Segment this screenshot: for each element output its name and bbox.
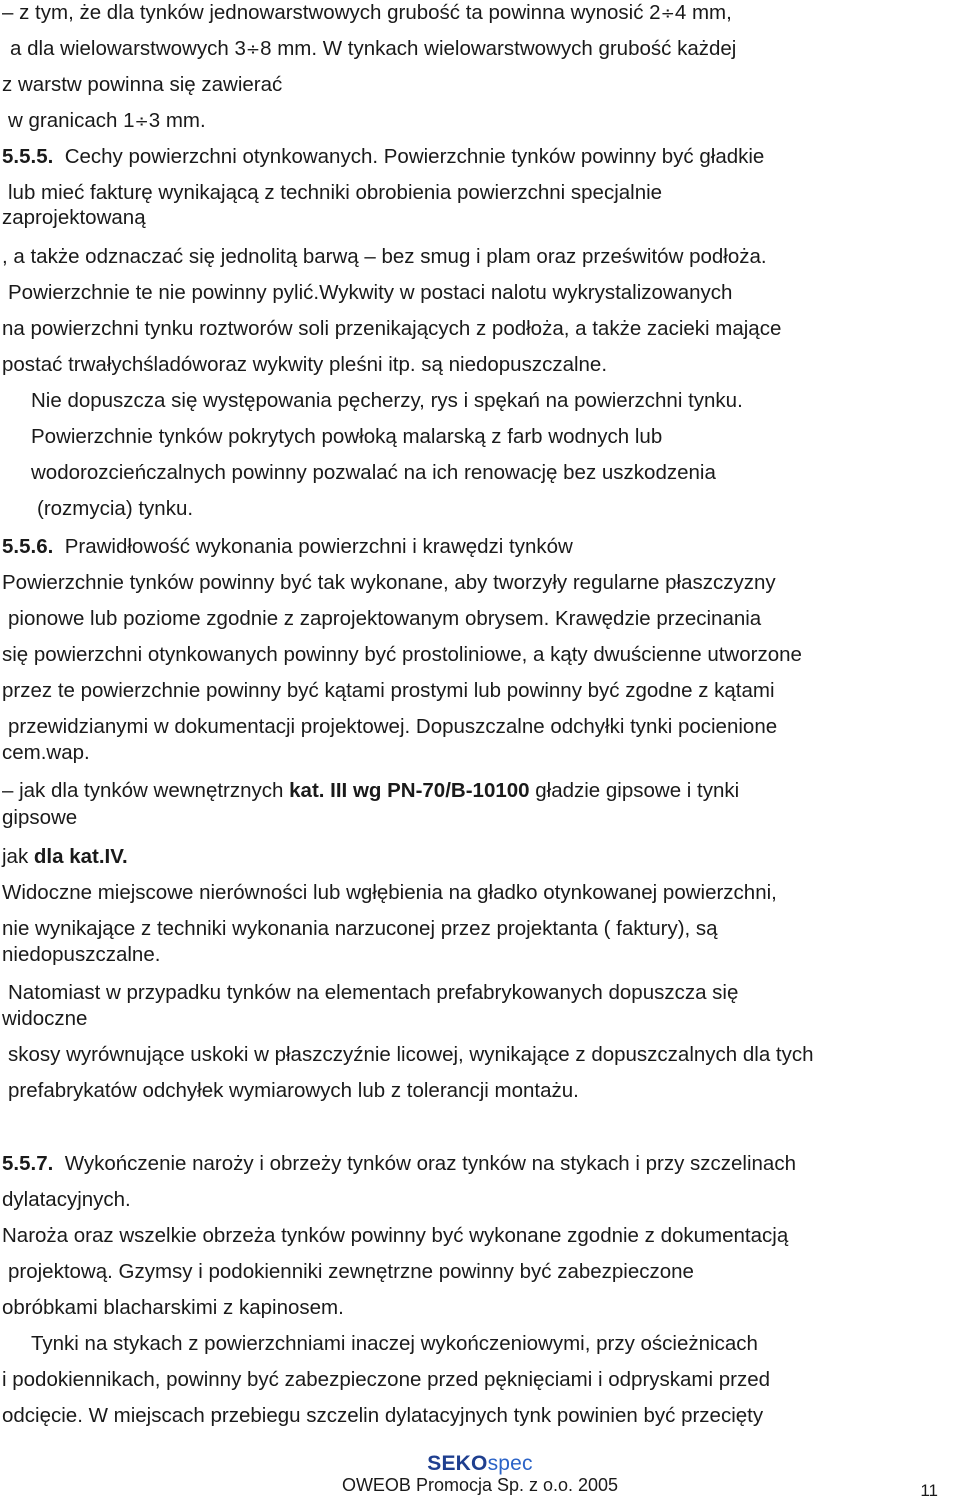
text-line: Natomiast w przypadku tynków na elementach prefabrykowanych dopuszcza się (8, 981, 739, 1004)
text-line: – jak dla tynków wewnętrznych kat. III wg PN-70/B-10100 gładzie gipsowe i tynki (2, 779, 740, 802)
text-line: postać trwałychśladóworaz wykwity pleśni itp. są niedopuszczalne. (2, 353, 608, 376)
standard-reference: kat. III wg PN-70/B-10100 (289, 779, 530, 802)
text-line: lub mieć fakturę wynikającą z techniki obrobienia powierzchni specjalnie (8, 181, 663, 204)
text-line: zaprojektowaną (2, 206, 146, 229)
text-line: projektową. Gzymsy i podokienniki zewnętrzne powinny być zabezpieczone (8, 1260, 694, 1283)
text-line: przewidzianymi w dokumentacji projektowej. Dopuszczalne odchyłki tynki pocienione (8, 715, 778, 738)
text-line: dylatacyjnych. (2, 1188, 131, 1211)
text-line: , a także odznaczać się jednolitą barwą – bez smug i plam oraz prześwitów podłoża. (2, 245, 767, 268)
section-heading: 5.5.7. Wykończenie naroży i obrzeży tynków oraz tynków na stykach i przy szczelinach (2, 1152, 796, 1175)
text-line: Powierzchnie tynków powinny być tak wykonane, aby tworzyły regularne płaszczyzny (2, 571, 776, 594)
page-number: 11 (920, 1481, 938, 1500)
text-line: Tynki na stykach z powierzchniami inaczej wykończeniowymi, przy ościeżnicach (31, 1332, 758, 1355)
text-line: Widoczne miejscowe nierówności lub wgłębienia na gładko otynkowanej powierzchni, (2, 881, 777, 904)
text-line: skosy wyrównujące uskoki w płaszczyźnie licowej, wynikające z dopuszczalnych dla tych (8, 1043, 814, 1066)
section-heading: 5.5.6. Prawidłowość wykonania powierzchni i krawędzi tynków (2, 535, 573, 558)
section-number: 5.5.5. (2, 145, 54, 168)
text-line: Powierzchnie te nie powinny pylić.Wykwity w postaci nalotu wykrystalizowanych (8, 281, 733, 304)
text-line: obróbkami blacharskimi z kapinosem. (2, 1296, 344, 1319)
text-line: na powierzchni tynku roztworów soli przenikających z podłoża, a także zacieki mające (2, 317, 782, 340)
footer-company: OWEOB Promocja Sp. z o.o. 2005 (341, 1475, 619, 1495)
section-number: 5.5.7. (2, 1152, 54, 1175)
text-line: widoczne (2, 1007, 88, 1030)
text-line: pionowe lub poziome zgodnie z zaprojektowanym obrysem. Krawędzie przecinania (8, 607, 762, 630)
text-line: niedopuszczalne. (2, 943, 161, 966)
text-line: – z tym, że dla tynków jednowarstwowych grubość ta powinna wynosić 2÷4 mm, (2, 1, 732, 24)
text-line: odcięcie. W miejscach przebiegu szczelin dylatacyjnych tynk powinien być przecięty (2, 1404, 764, 1427)
text-line: jak dla kat.IV. (2, 845, 128, 868)
text-line: i podokiennikach, powinny być zabezpieczone przed pęknięciami i odpryskami przed (2, 1368, 771, 1391)
text-line: prefabrykatów odchyłek wymiarowych lub z tolerancji montażu. (8, 1079, 579, 1102)
footer-logo: SEKOspec (427, 1452, 533, 1475)
text-line: się powierzchni otynkowanych powinny być prostoliniowe, a kąty dwuścienne utworzone (2, 643, 802, 666)
text-line: Naroża oraz wszelkie obrzeża tynków powinny być wykonane zgodnie z dokumentacją (2, 1224, 789, 1247)
divide-symbol: ÷ (134, 112, 149, 132)
text-line: Nie dopuszcza się występowania pęcherzy, rys i spękań na powierzchni tynku. (31, 389, 743, 412)
text-line: z warstw powinna się zawierać (2, 73, 283, 96)
divide-symbol: ÷ (245, 40, 261, 60)
text-line: gipsowe (2, 806, 78, 829)
category-reference: dla kat.IV. (33, 845, 128, 868)
text-line: a dla wielowarstwowych 3÷8 mm. W tynkach wielowarstwowych grubość każdej (10, 37, 737, 60)
text-line: wodorozcieńczalnych powinny pozwalać na ich renowację bez uszkodzenia (31, 461, 716, 484)
text-line: przez te powierzchnie powinny być kątami prostymi lub powinny być zgodne z kątami (2, 679, 775, 702)
section-number: 5.5.6. (2, 535, 54, 558)
section-heading: 5.5.5. Cechy powierzchni otynkowanych. Powierzchnie tynków powinny być gładkie (2, 145, 765, 168)
text-line: Powierzchnie tynków pokrytych powłoką malarską z farb wodnych lub (31, 425, 663, 448)
text-line: w granicach 1÷3 mm. (8, 109, 206, 132)
text-line: nie wynikające z techniki wykonania narzuconej przez projektanta ( faktury), są (2, 917, 718, 940)
text-line: cem.wap. (2, 741, 90, 764)
text-line: (rozmycia) tynku. (37, 497, 194, 520)
divide-symbol: ÷ (660, 4, 675, 24)
